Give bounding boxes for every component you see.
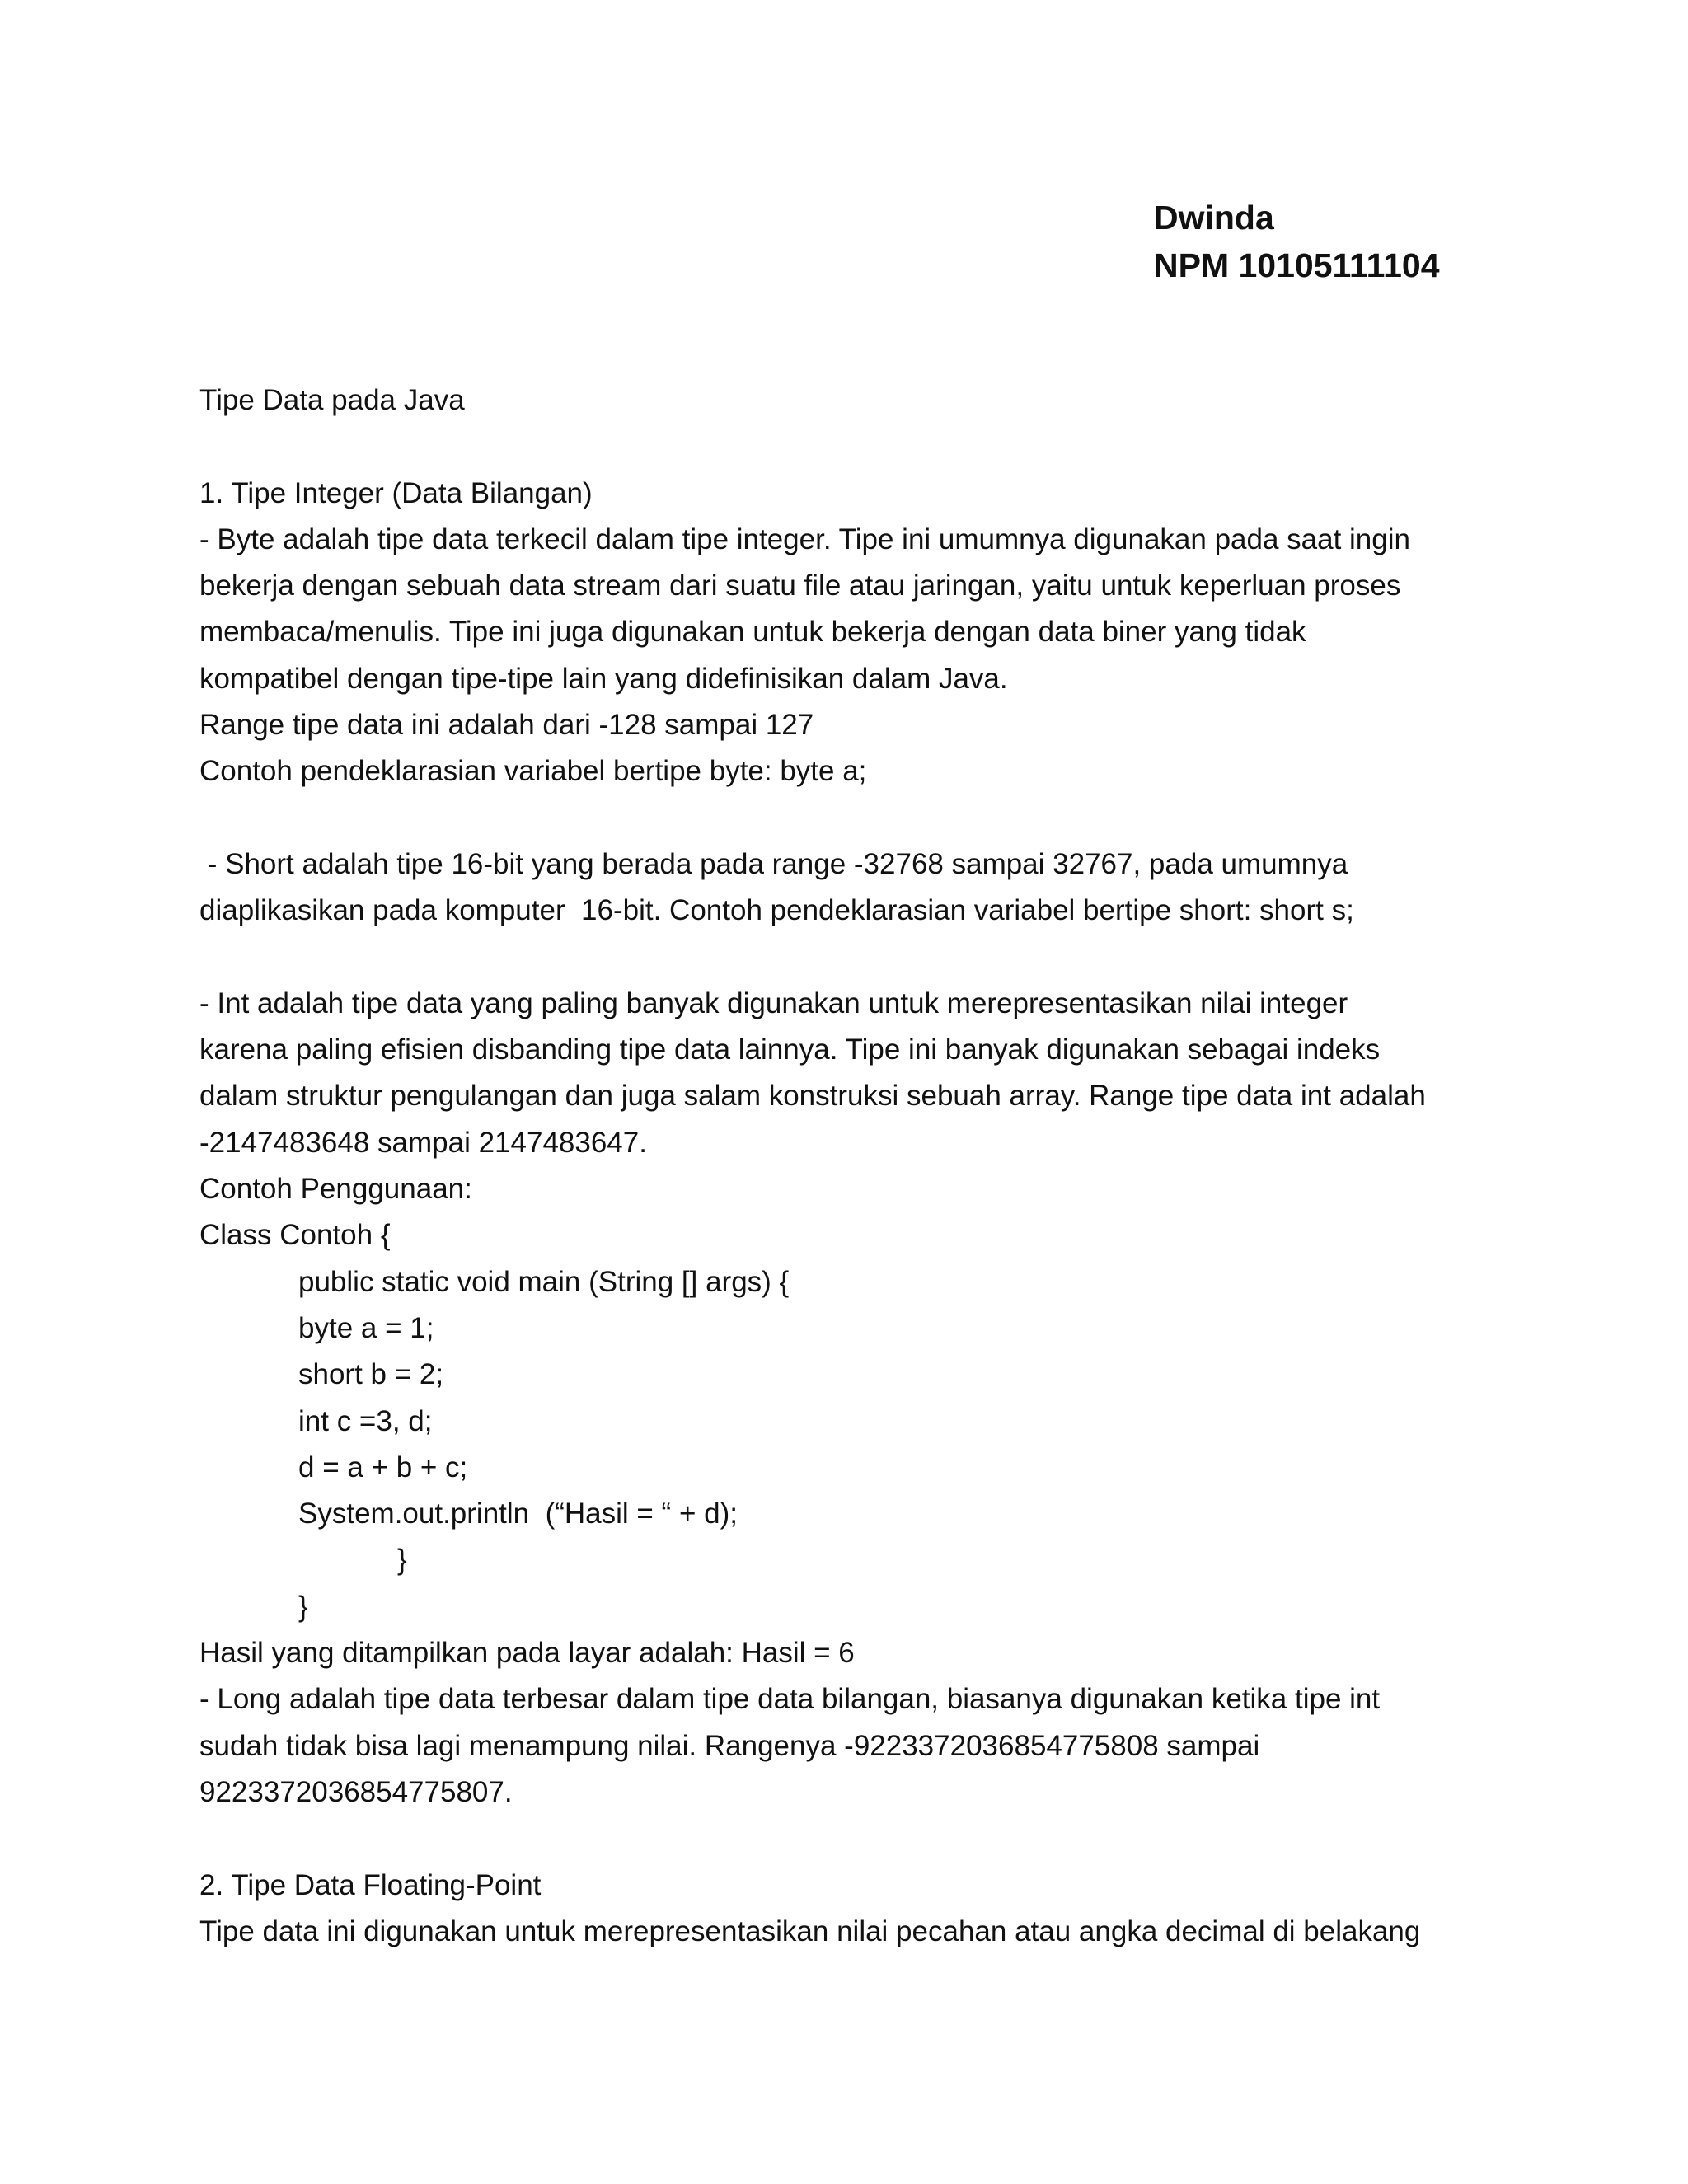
spacer <box>199 1816 1502 1862</box>
int-paragraph-line: - Int adalah tipe data yang paling banyak digunakan untuk merepresentasikan nilai integer <box>199 987 1348 1019</box>
code-line: System.out.println (“Hasil = “ + d); <box>298 1497 738 1530</box>
int-paragraph-line: -2147483648 sampai 2147483647. <box>199 1126 647 1159</box>
code-outer-close: } <box>298 1590 308 1623</box>
code-line: int c =3, d; <box>298 1404 433 1437</box>
long-paragraph-line: 9223372036854775807. <box>199 1775 513 1808</box>
floating-paragraph-line: Tipe data ini digunakan untuk merepresentasikan nilai pecahan atau angka decimal di belakang <box>199 1915 1421 1947</box>
byte-example-line: Contoh pendeklarasian variabel bertipe byte: byte a; <box>199 755 867 788</box>
code-method-open: public static void main (String [] args) { <box>298 1265 790 1298</box>
byte-paragraph-line: bekerja dengan sebuah data stream dari suatu file atau jaringan, yaitu untuk keperluan proses <box>199 569 1401 602</box>
byte-paragraph-line: kompatibel dengan tipe-tipe lain yang didefinisikan dalam Java. <box>199 662 1008 695</box>
int-paragraph-line: karena paling efisien disbanding tipe data lainnya. Tipe ini banyak digunakan sebagai indeks <box>199 1033 1381 1066</box>
byte-range-line: Range tipe data ini adalah dari -128 sampai 127 <box>199 709 814 742</box>
code-line: byte a = 1; <box>298 1311 434 1344</box>
spacer <box>199 424 1502 470</box>
int-example-label: Contoh Penggunaan: <box>199 1173 472 1206</box>
code-inner-close: } <box>397 1544 407 1577</box>
short-paragraph-line: diaplikasikan pada komputer 16-bit. Contoh pendeklarasian variabel bertipe short: short s; <box>199 894 1354 927</box>
long-paragraph-line: - Long adalah tipe data terbesar dalam tipe data bilangan, biasanya digunakan ketika tipe int <box>199 1683 1381 1716</box>
document-body <box>199 377 1502 1955</box>
spacer <box>199 935 1502 981</box>
short-paragraph-line: - Short adalah tipe 16-bit yang berada pada range -32768 sampai 32767, pada umumnya <box>199 847 1348 880</box>
section1-heading: 1. Tipe Integer (Data Bilangan) <box>199 476 593 509</box>
int-paragraph-line: dalam struktur pengulangan dan juga salam konstruksi sebuah array. Range tipe data int adalah <box>199 1080 1426 1113</box>
author-block <box>1154 194 1440 289</box>
code-line: short b = 2; <box>298 1358 444 1391</box>
long-paragraph-line: sudah tidak bisa lagi menampung nilai. Rangenya -9223372036854775808 sampai <box>199 1729 1260 1762</box>
code-class-open: Class Contoh { <box>199 1219 391 1252</box>
byte-paragraph-line: - Byte adalah tipe data terkecil dalam tipe integer. Tipe ini umumnya digunakan pada saat ingin <box>199 523 1410 555</box>
author-name: Dwinda <box>1154 199 1274 237</box>
result-line: Hasil yang ditampilkan pada layar adalah: Hasil = 6 <box>199 1637 855 1670</box>
byte-paragraph-line: membaca/menulis. Tipe ini juga digunakan untuk bekerja dengan data biner yang tidak <box>199 616 1306 649</box>
code-line: d = a + b + c; <box>298 1451 468 1483</box>
document-title: Tipe Data pada Java <box>199 384 465 416</box>
section2-heading: 2. Tipe Data Floating-Point <box>199 1868 542 1901</box>
spacer <box>199 795 1502 841</box>
author-npm: NPM 10105111104 <box>1154 246 1440 284</box>
